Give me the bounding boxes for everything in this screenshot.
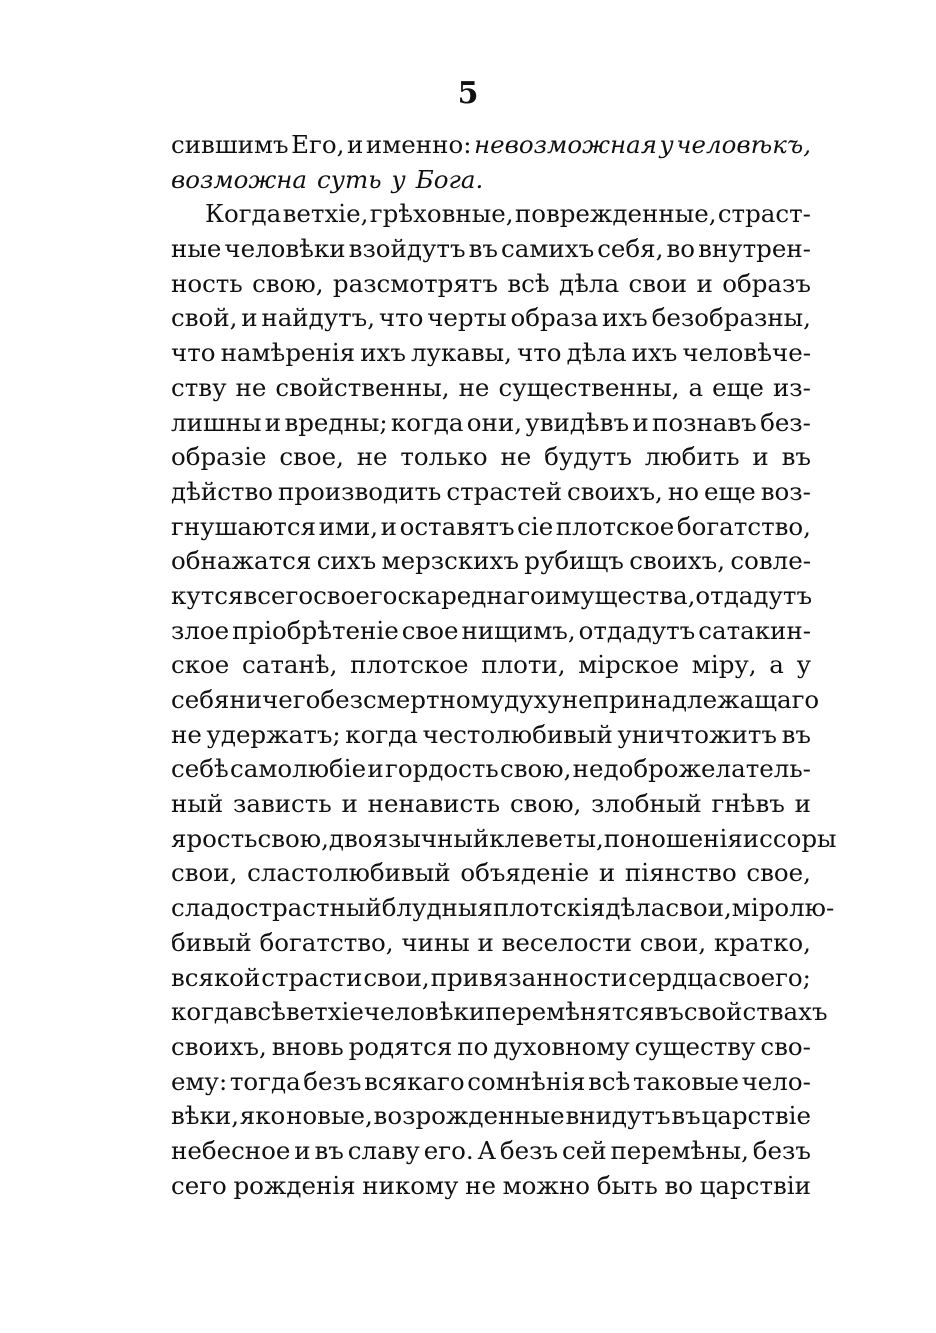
word: себѣ: [171, 754, 229, 784]
word: из-: [772, 372, 811, 402]
text-line: [171, 510, 811, 545]
word: лишны: [171, 407, 262, 437]
word: и: [264, 407, 282, 437]
text-line: [171, 371, 811, 406]
word: своего: [313, 580, 398, 610]
word: и: [794, 789, 811, 819]
word: человѣче-: [682, 338, 811, 368]
word: славу: [347, 1135, 420, 1165]
word: Когда: [205, 199, 282, 229]
word: веселости: [501, 927, 633, 957]
word: А: [477, 1135, 497, 1165]
text-line: [171, 1030, 811, 1065]
word: не: [458, 372, 490, 402]
text-line: [171, 718, 811, 753]
word: свою,: [500, 754, 572, 784]
word: клеветы,: [489, 823, 604, 853]
word: но: [667, 476, 699, 506]
word: своего;: [718, 962, 811, 992]
word: зависть: [232, 789, 332, 819]
word: и: [294, 1135, 311, 1165]
text-line: [171, 787, 811, 822]
word: и: [598, 858, 616, 888]
word: сомнѣнія: [467, 1066, 586, 1096]
word: своихъ,: [171, 1031, 267, 1061]
word: родятся: [348, 1031, 453, 1061]
word: свои,: [171, 858, 238, 888]
word: разсмотрятъ: [332, 268, 498, 298]
word: ничего: [229, 685, 321, 714]
word: гнѣвъ: [711, 789, 785, 819]
word: честолюбивый: [422, 719, 613, 749]
word: еще: [703, 476, 756, 506]
word: быть: [596, 1170, 658, 1200]
word: непринадлежащаго: [561, 685, 820, 714]
word: Его,: [291, 130, 345, 159]
word: ссоры: [759, 823, 837, 853]
word: блудныя: [381, 893, 493, 923]
word: и: [241, 303, 258, 333]
word: удержатъ;: [206, 719, 341, 749]
word: не: [235, 372, 267, 402]
word: ихъ: [631, 338, 678, 368]
word: можно: [502, 1170, 591, 1200]
word: гнушаются: [171, 511, 317, 541]
word: всѣ: [588, 1066, 631, 1096]
text-line: [171, 1134, 811, 1169]
word: еще: [712, 372, 764, 402]
word: всего: [243, 580, 314, 610]
text-line: [171, 128, 811, 163]
word: грѣховные,: [369, 199, 514, 229]
word: страст-: [717, 199, 811, 229]
word: злобный: [591, 789, 702, 819]
word: перемѣнятся: [485, 997, 655, 1027]
word: обнажатся: [171, 546, 312, 576]
word: духу: [504, 685, 562, 714]
text-line: [171, 579, 811, 614]
word: производить: [278, 476, 442, 506]
word: свойствахъ: [683, 997, 828, 1027]
word: скареднаго: [397, 580, 545, 610]
word: самолюбіе: [230, 754, 367, 784]
word: привязанности: [430, 962, 628, 992]
word: найдутъ,: [261, 303, 376, 333]
word: сившимъ: [171, 130, 289, 159]
text-line: [171, 995, 828, 1030]
word: ветхіе,: [282, 199, 369, 229]
word: ный: [171, 789, 224, 819]
word: себя: [171, 685, 230, 714]
word: плоти,: [481, 650, 566, 680]
text-line: [171, 197, 811, 232]
word: и: [742, 823, 760, 853]
word: а: [769, 650, 784, 680]
word: познавъ: [652, 407, 757, 437]
text-line: [171, 891, 835, 926]
text-line: [171, 961, 811, 996]
text-line: [171, 267, 811, 302]
word: человѣки: [224, 234, 346, 264]
word: поврежденные,: [514, 199, 717, 229]
italic-word: у: [659, 130, 674, 159]
word: вредны;: [284, 407, 388, 437]
word: всѣ: [507, 268, 550, 298]
word: существенны,: [498, 372, 680, 402]
word: свое,: [279, 442, 344, 472]
text-line: [171, 1099, 811, 1134]
italic-word: невозможная: [474, 130, 657, 159]
word: ству: [171, 372, 227, 402]
word: и: [347, 130, 364, 159]
text-line: [171, 926, 811, 961]
italic-word: у: [391, 164, 406, 194]
word: намѣренія: [220, 338, 356, 368]
word: всѣ: [243, 997, 286, 1027]
word: не: [171, 719, 202, 749]
word: духовному: [493, 1031, 630, 1061]
word: уничтожитъ: [617, 719, 777, 749]
word: бивый: [171, 927, 252, 957]
word: что: [517, 338, 562, 368]
word: вновь: [271, 1031, 344, 1061]
word: свою,: [257, 823, 329, 853]
word: ность: [171, 268, 243, 298]
word: не: [500, 442, 532, 472]
word: плотское: [555, 511, 675, 541]
word: совле-: [730, 546, 811, 576]
word: сердца: [628, 962, 718, 992]
word: внутрен-: [698, 234, 811, 264]
word: тогда: [229, 1066, 301, 1096]
word: новые,: [286, 1101, 373, 1131]
word: ему:: [171, 1066, 228, 1096]
word: сіе: [517, 511, 554, 541]
word: и: [380, 511, 398, 541]
word: когда: [345, 719, 418, 749]
word: кутся: [171, 580, 244, 610]
word: отдадутъ: [695, 580, 813, 610]
word: что: [378, 303, 424, 333]
word: міролю-: [731, 893, 835, 923]
word: взойдутъ: [348, 234, 466, 264]
word: а: [688, 372, 704, 402]
word: міру,: [691, 650, 757, 680]
word: себя,: [597, 234, 664, 264]
word: ими,: [318, 511, 379, 541]
word: отдадутъ: [578, 615, 696, 645]
word: черты: [427, 303, 507, 333]
word: всякой: [171, 962, 261, 992]
word: они,: [466, 407, 522, 437]
word: свой,: [171, 303, 238, 333]
word: свои,: [639, 927, 707, 957]
word: любить: [644, 442, 740, 472]
word: небесное: [171, 1135, 291, 1165]
text-line: [171, 406, 811, 441]
text-line: [171, 163, 811, 198]
text-line: [171, 822, 837, 857]
word: въ: [671, 1101, 701, 1131]
word: въ: [314, 1135, 344, 1165]
word: свою,: [509, 789, 582, 819]
word: ные: [171, 234, 222, 264]
text-line: [171, 544, 811, 579]
text-line: [171, 1169, 811, 1204]
word: оставятъ: [399, 511, 515, 541]
word: сво-: [760, 1031, 811, 1061]
text-line: [171, 752, 811, 787]
word: никому: [362, 1170, 459, 1200]
word: и: [632, 407, 649, 437]
text-line: [171, 683, 820, 718]
word: своихъ,: [629, 546, 726, 576]
word: плотскія: [492, 893, 606, 923]
word: въ: [654, 997, 684, 1027]
word: образіе: [171, 442, 267, 472]
word: царствіе: [701, 1101, 811, 1131]
word: дѣла: [605, 893, 666, 923]
word: кратко,: [713, 927, 811, 957]
word: свое: [401, 615, 459, 645]
word: самихъ: [501, 234, 595, 264]
word: ихъ: [360, 338, 406, 368]
text-line: [171, 856, 811, 891]
word: ненависть: [367, 789, 501, 819]
word: свои,: [665, 893, 732, 923]
word: чело-: [741, 1066, 811, 1096]
word: свое,: [746, 858, 811, 888]
word: увидѣвъ: [525, 407, 630, 437]
text-line: [171, 336, 811, 371]
word: и: [367, 754, 384, 784]
word: поношенія: [603, 823, 743, 853]
word: свои,: [363, 962, 430, 992]
word: двоязычный: [328, 823, 490, 853]
word: плотское: [350, 650, 469, 680]
word: не: [356, 442, 388, 472]
word: въ: [781, 442, 811, 472]
word: у: [796, 650, 811, 680]
word: по: [457, 1031, 489, 1061]
word: когда: [390, 407, 464, 437]
word: вѣки,: [171, 1101, 239, 1131]
word: во: [664, 1170, 694, 1200]
word: свойственны,: [275, 372, 450, 402]
body-text: [171, 128, 837, 1203]
text-line: [171, 301, 811, 336]
word: пріобрѣтеніе: [232, 615, 399, 645]
word: возрожденные: [373, 1101, 565, 1131]
word: его.: [423, 1135, 474, 1165]
word: и: [752, 442, 769, 472]
word: и: [696, 268, 713, 298]
word: именно:: [365, 130, 472, 159]
word: своихъ,: [567, 476, 663, 506]
word: богатство,: [259, 927, 394, 957]
word: въ: [468, 234, 498, 264]
word: лукавы,: [410, 338, 512, 368]
word: нищимъ,: [461, 615, 576, 645]
word: образа: [510, 303, 599, 333]
word: и: [477, 927, 494, 957]
word: и: [341, 789, 358, 819]
text-line: [171, 475, 811, 510]
word: дѣла: [559, 268, 620, 298]
word: сладострастный: [171, 893, 382, 923]
word: что: [171, 338, 216, 368]
word: таковые: [632, 1066, 739, 1096]
word: объяденіе: [460, 858, 590, 888]
word: мерзскихъ: [381, 546, 519, 576]
word: существу: [634, 1031, 756, 1061]
word: свои: [628, 268, 688, 298]
text-line: [171, 648, 811, 683]
word: воз-: [760, 476, 811, 506]
text-line: [171, 232, 811, 267]
italic-word: Бога.: [415, 164, 484, 194]
word: сатакин-: [698, 615, 811, 645]
word: внидутъ: [565, 1101, 671, 1131]
word: гордость: [385, 754, 499, 784]
word: не: [465, 1170, 496, 1200]
word: рожденія: [233, 1170, 356, 1200]
word: чины: [401, 927, 470, 957]
text-line: [171, 1065, 811, 1100]
word: рубищъ: [524, 546, 624, 576]
word: ярость: [171, 823, 258, 853]
word: страсти: [261, 962, 363, 992]
word: сластолюбивый: [247, 858, 451, 888]
word: во: [666, 234, 696, 264]
word: ское: [171, 650, 230, 680]
word: страстей: [446, 476, 563, 506]
italic-word: суть: [317, 164, 382, 194]
italic-word: человѣкъ,: [676, 130, 811, 159]
word: безъ: [303, 1066, 362, 1096]
word: дѣйство: [171, 476, 274, 506]
word: безобразны,: [651, 303, 811, 333]
word: ихъ: [602, 303, 648, 333]
word: без-: [760, 407, 811, 437]
word: царствіи: [699, 1170, 811, 1200]
word: піянство: [624, 858, 737, 888]
word: сатанѣ,: [241, 650, 338, 680]
text-line: [171, 440, 811, 475]
word: сихъ: [316, 546, 377, 576]
word: въ: [781, 719, 811, 749]
word: яко: [239, 1101, 286, 1131]
word: будутъ: [544, 442, 632, 472]
word: сей: [562, 1135, 607, 1165]
word: недоброжелатель-: [572, 754, 811, 784]
word: богатство,: [676, 511, 811, 541]
word: свою,: [252, 268, 324, 298]
word: имущества,: [544, 580, 696, 610]
word: мірское: [578, 650, 680, 680]
word: безсмертному: [320, 685, 505, 714]
word: человѣки: [363, 997, 486, 1027]
word: только: [400, 442, 488, 472]
word: сего: [171, 1170, 227, 1200]
word: безъ: [499, 1135, 559, 1165]
word: перемѣны,: [610, 1135, 749, 1165]
word: дѣла: [566, 338, 627, 368]
word: безъ: [752, 1135, 811, 1165]
italic-word: возможна: [171, 164, 308, 194]
page-number: 5: [457, 76, 479, 111]
word: всякаго: [364, 1066, 465, 1096]
word: образъ: [722, 268, 811, 298]
word: ветхіе: [285, 997, 364, 1027]
text-line: [171, 614, 811, 649]
word: злое: [171, 615, 230, 645]
word: когда: [171, 997, 244, 1027]
